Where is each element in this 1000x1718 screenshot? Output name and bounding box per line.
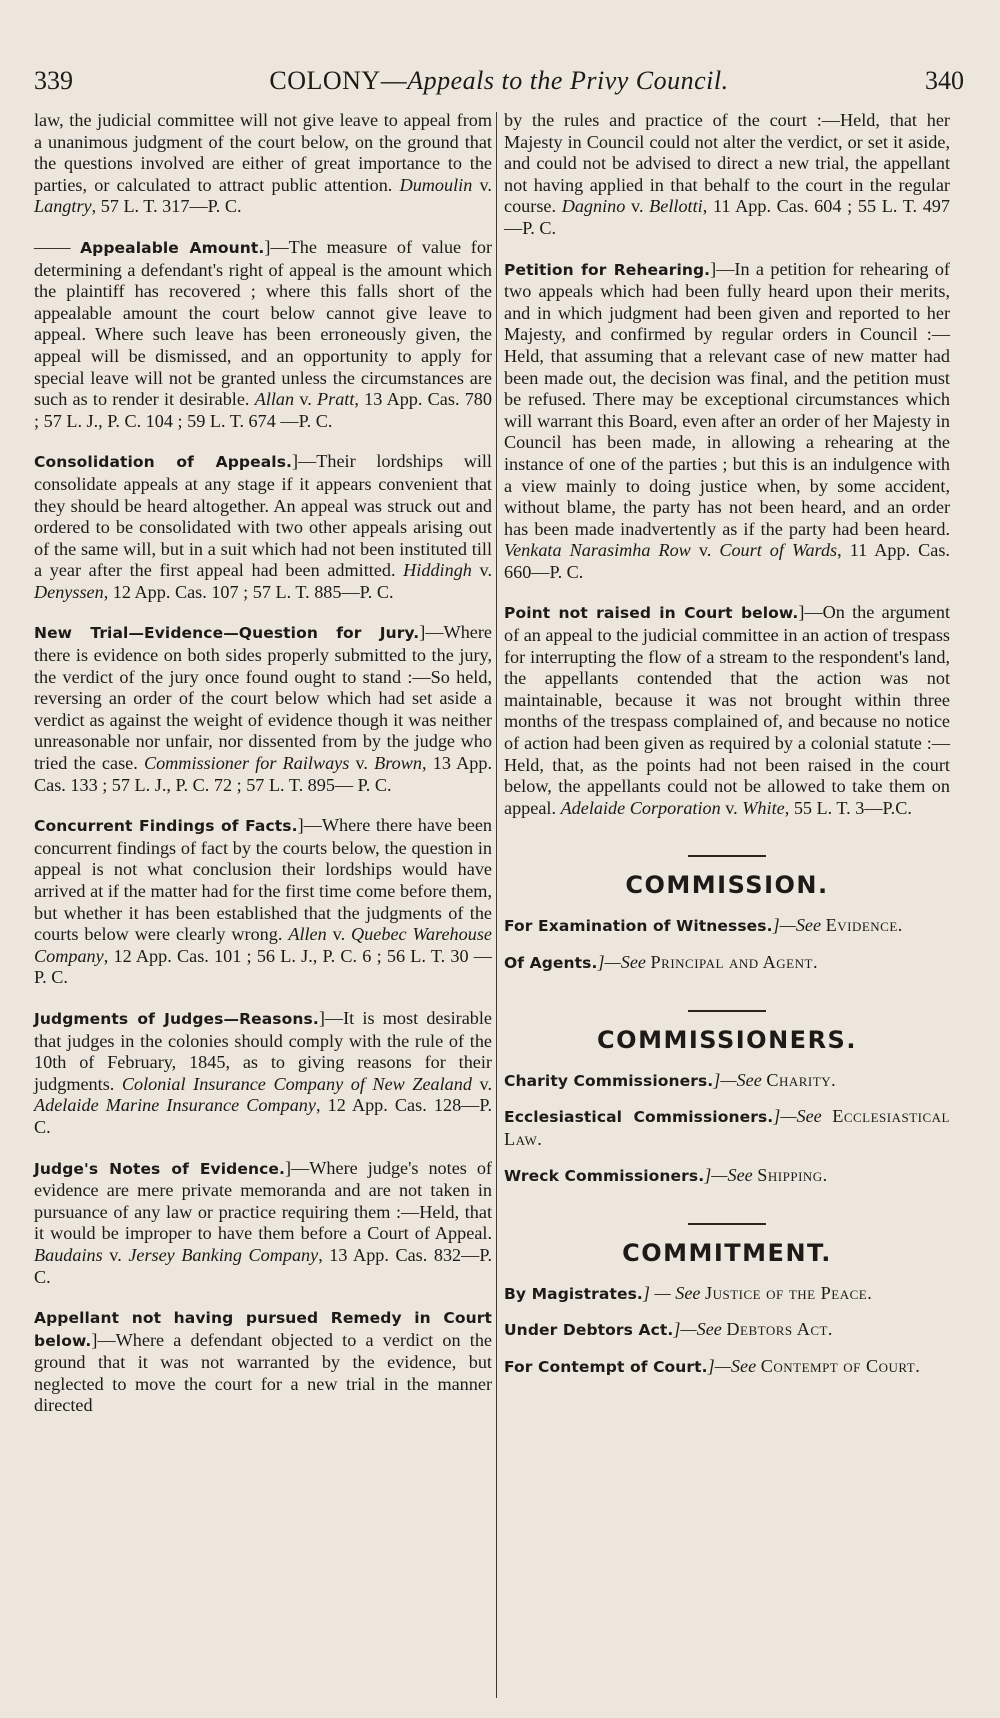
entry-text: ]—Their lordships will consolidate appeals at any stage if it appears convenient that they should be heard altogether. An appeal was struck out and ordered to be consolidated with two other appeals arising out of the same will, but in a suit which had not been instituted till a year after the first appeal had been admitted. [34,451,492,581]
versus: v. [472,174,492,195]
entry-text: ]—It is most desirable that judges in the colonies should comply with the rule of the 10th of February, 1845, as to giving reasons for their judgments. [34,1007,492,1094]
xref-target: Justice of the Peace. [705,1282,873,1303]
column-divider [496,112,497,1698]
entry-appealable-amount [34,237,492,432]
xref-see: ]—See [597,951,651,972]
versus: v. [471,1073,492,1094]
case-name: Bellotti [649,196,703,217]
xref-target: Contempt of Court. [760,1355,921,1376]
entry-heading: Concurrent Findings of Facts. [34,817,298,836]
citation: , 13 App. Cas. 832—P. C. [34,1244,492,1287]
entry-heading: Consolidation of Appeals. [34,453,293,472]
cross-reference [504,1070,950,1093]
xref-heading: For Examination of Witnesses. [504,917,773,935]
entry-text: by the rules and practice of the court :—Held, that her Majesty in Council could not alter the verdict, or set it aside, and could not be advised to direct a new trial, the appellant not having applied in that behalf to the court in the regular course. [504,110,950,217]
entry-heading: Judgments of Judges—Reasons. [34,1009,319,1028]
cross-reference [504,1165,950,1188]
citation: , 11 App. Cas. 604 ; 55 L. T. 497—P. C. [504,196,950,238]
citation: , 55 L. T. 3—P.C. [784,797,912,818]
case-name: Quebec Warehouse Company [34,924,492,966]
case-name: Hiddingh [403,560,472,581]
versus: v. [349,753,375,774]
case-name: Adelaide Marine Insurance Company [34,1095,316,1116]
entry-heading: New Trial—Evidence—Question for Jury. [34,624,420,643]
case-name: Dagnino [561,196,626,217]
xref-target: Debtors Act. [726,1319,833,1340]
entry-heading: Petition for Rehearing. [504,260,711,279]
entry-text: ]—Where there have been concurrent findings of fact by the courts below, the question in appeal is not what conclusion their lordships would have arrived at if the matter had for the first time come before them, but whether it has been established that the judgments of the courts below were clearly wrong. [34,815,492,945]
entry-text: law, the judicial committee will not give leave to appeal from a unanimous judgment of the court below, on the ground that the questions involved are either of great importance to the parties, or calculated to attract public attention. [34,110,492,195]
xref-heading: For Contempt of Court. [504,1357,708,1376]
entry-heading: Appealable Amount. [80,238,265,257]
xref-heading: Under Debtors Act. [504,1321,674,1340]
xref-heading: Charity Commissioners. [504,1071,714,1090]
citation: , 57 L. T. 317—P. C. [91,196,242,217]
entry-concurrent-findings [34,815,492,989]
case-name: Pratt [317,389,355,410]
entry-text: ]—Where there is evidence on both sides properly submitted to the jury, the verdict of the jury once found ought to stand :—So held, reversing an order of the court below which had set aside a verdict as against the weight of evidence though it was neither unreasonable nor unfair, nor dissented from by the judge who tried the case. [34,622,492,774]
versus: v. [471,560,492,581]
xref-see: ] — See [642,1282,706,1303]
cross-reference [504,1283,950,1306]
entry-dash: —— [34,236,81,257]
case-name: Adelaide Corporation [560,797,721,818]
entry-new-trial [34,622,492,796]
section-title-commissioners: COMMISSIONERS. [597,1026,857,1055]
case-name: Baudains [34,1244,103,1265]
case-name: Langtry [34,196,92,217]
case-name: Dumoulin [399,174,473,195]
entry-text: ]—Where a defendant objected to a verdict on the ground that it was not warranted by the evidence, but neglected to move the court for a new trial in the manner directed [34,1329,492,1416]
entry-heading: Judge's Notes of Evidence. [34,1159,285,1178]
running-title [269,66,728,96]
citation: , 13 App. Cas. 780 ; 57 L. J., P. C. 104 ; 59 L. T. 674 —P. C. [34,389,492,431]
case-name: Colonial Insurance Company of New Zealand [121,1073,472,1094]
section-divider [688,855,766,857]
left-column [34,110,492,1436]
cross-reference [504,1319,950,1342]
xref-see: ]—See [772,915,826,935]
versus: v. [720,797,743,818]
xref-heading: By Magistrates. [504,1284,643,1303]
entry-text: ]—The measure of value for determining a defendant's right of appeal is the amount which the plaintiff has recovered ; where this falls short of the appealable amount the court below cannot give leave to appeal. Where such leave has been erroneously given, the appeal will be dismissed, and an opportunity to apply for special leave will not be granted unless the circumstances are such as to render it desirable. [34,236,493,410]
entry-point-not-raised [504,602,950,819]
running-title-main: COLONY— [269,66,408,95]
xref-target: Ecclesiastical Law. [504,1106,950,1149]
case-name: Allen [288,924,327,945]
entry-judges-notes [34,1158,492,1289]
entry-paragraph-continued [504,110,950,240]
xref-heading: Of Agents. [504,953,598,972]
entry-paragraph [34,110,492,218]
xref-see: ]—See [773,1106,833,1127]
case-name: Commissioner for Railways [143,753,350,774]
xref-see: ]—See [713,1069,767,1090]
case-name: Venkata Narasimha Row [504,540,691,561]
citation: , 12 App. Cas. 107 ; 57 L. T. 885—P. C. [103,581,394,602]
citation: , 13 App. Cas. 133 ; 57 L. J., P. C. 72 ; 57 L. T. 895— P. C. [34,753,492,795]
cross-reference [504,915,950,938]
section-title-commission: COMMISSION. [625,871,829,900]
xref-see: ]—See [707,1355,761,1376]
entry-judgments-reasons [34,1008,492,1139]
xref-see: ]—See [704,1164,758,1185]
xref-target: Shipping. [757,1164,828,1185]
xref-see: ]—See [673,1319,727,1340]
cross-reference [504,1106,950,1150]
right-column [504,110,950,1393]
entry-appellant-remedy [34,1307,492,1417]
page-number-right: 340 [924,66,964,95]
section-divider [688,1223,766,1225]
entry-petition-rehearing [504,259,950,584]
case-name: White [742,797,785,818]
citation: , 12 App. Cas. 101 ; 56 L. J., P. C. 6 ; 56 L. T. 30 —P. C. [34,945,492,988]
versus: v. [102,1244,129,1265]
case-name: Jersey Banking Company [128,1244,319,1265]
running-title-italic: Appeals to the Privy Council. [407,66,729,95]
case-name: Denyssen [34,581,104,602]
cross-reference [504,952,950,975]
citation: , 12 App. Cas. 128—P. C. [34,1095,492,1137]
entry-consolidation [34,451,492,603]
section-title-commitment: COMMITMENT. [622,1239,832,1268]
case-name: Allan [254,389,295,410]
xref-target: Principal and Agent. [650,951,818,972]
page-header [34,66,964,106]
entry-text: ]—On the argument of an appeal to the judicial committee in an action of trespass for interrupting the flow of a stream to the respondent's land, the appellants contended that the action was not maintainable, because it was not brought within three months of the trespass complained of, and because no notice of action had been given as required by a colonial statute :—Held, that, as the points had not been raised in the court below, the appellants could not be allowed to take them on appeal. [504,602,951,818]
entry-text: ]—In a petition for rehearing of two appeals which had been fully heard upon their merits, and in which judgment had been given and reported to her Majesty, and confirmed by regular orders in Council :—Held, that assuming that a relevant case of new matter had been made out, the decision was final, and the petition must be refused. There may be exceptional circumstances which will warrant this Board, even after an order of her Majesty in Council has been made, in allowing a rehearing at the instance of one of the parties ; but this is an indulgence with a view mainly to doing justice when, by some accident, without blame, the party has not been heard, and an order has been made inadvertently as if the party had been heard. [504,258,950,539]
xref-heading: Wreck Commissioners. [504,1166,705,1185]
entry-heading: Point not raised in Court below. [504,604,799,623]
case-name: Court of Wards [719,540,838,561]
entry-text: ]—Where judge's notes of evidence are mere private memoranda and are not taken in pursuance of any law or practice requiring them :—Held, that it would be improper to have them before a Court of Appeal. [34,1157,492,1244]
cross-reference [504,1356,950,1379]
versus: v. [625,196,650,217]
xref-target: Evidence. [825,915,903,935]
entry-heading: Appellant not having pursued Remedy in Court below. [34,1309,492,1350]
versus: v. [326,924,352,945]
case-name: Brown [374,753,423,774]
citation: , 11 App. Cas. 660—P. C. [504,540,950,582]
page-number-left: 339 [34,66,73,95]
versus: v. [294,389,318,410]
xref-target: Charity. [766,1069,837,1090]
section-divider [688,1010,766,1012]
versus: v. [690,540,720,561]
xref-heading: Ecclesiastical Commissioners. [504,1108,774,1127]
